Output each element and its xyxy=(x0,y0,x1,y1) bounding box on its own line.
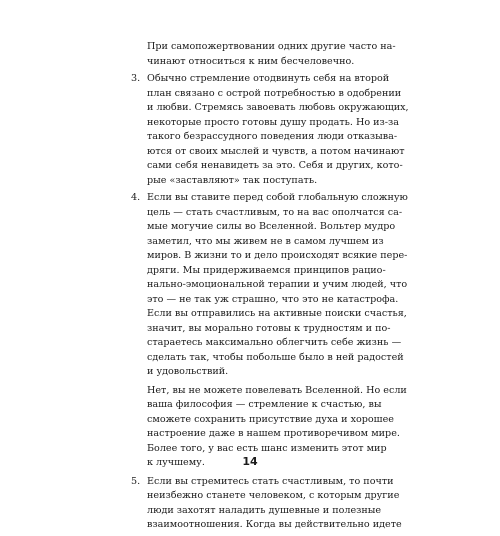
text-line: и удовольствий. xyxy=(147,366,229,377)
text-line: Если вы стремитесь стать счастливым, то почти xyxy=(147,475,394,487)
text-line: Более того, у вас есть шанс изменить этот мир xyxy=(147,442,387,454)
text-line: настроение даже в нашем противоречивом мире. xyxy=(147,428,400,439)
text-line: миров. В жизни то и дело происходят всякие пере- xyxy=(147,250,408,261)
text-line: люди захотят наладить душевные и полезные xyxy=(147,504,382,516)
text-line: и любви. Стремясь завоевать любовь окружающих, xyxy=(147,102,409,113)
text-line: дряги. Мы придерживаемся принципов рацио- xyxy=(147,264,386,276)
text-line: Обычно стремление отодвинуть себя на второй xyxy=(147,73,390,84)
text-line: Нет, вы не можете повелевать Вселенной. Но если xyxy=(147,384,407,396)
text-line: заметил, что мы живем не в самом лучшем из xyxy=(147,235,384,247)
list-item-paragraph xyxy=(147,72,409,188)
text-line: мые могучие силы во Вселенной. Вольтер мудро xyxy=(147,221,396,232)
list-number: 5. xyxy=(131,475,141,487)
text-line: Если вы ставите перед собой глобальную сложную xyxy=(147,192,408,203)
text-line: Если вы отправились на активные поиски счастья, xyxy=(147,308,407,319)
text-line: некоторые просто готовы душу продать. Но из-за xyxy=(147,116,399,128)
list-item-4 xyxy=(131,191,408,471)
text-line: ваша философия — стремление к счастью, вы xyxy=(147,399,382,410)
list-item-paragraph xyxy=(147,191,408,380)
page-number: 14 xyxy=(242,455,258,468)
text-line: сами себя ненавидеть за это. Себя и других, кото- xyxy=(147,160,403,171)
list-number: 4. xyxy=(131,192,141,203)
text-line: рые «заставляют» так поступать. xyxy=(147,174,318,186)
text-line: нально-эмоциональной терапии и учим людей, что xyxy=(147,279,408,290)
text-line: это — не так уж страшно, что это не катастрофа. xyxy=(147,293,399,305)
text-line: ются от своих мыслей и чувств, а потом начинают xyxy=(147,145,405,157)
text-line: стараетесь максимально облегчить себе жизнь — xyxy=(147,337,402,348)
text-line: При самопожертвовании одних другие часто на- xyxy=(147,41,396,52)
text-line: сможете сохранить присутствие духа и хорошее xyxy=(147,413,394,425)
text-line: взаимоотношения. Когда вы действительно идете xyxy=(147,519,402,530)
list-item-paragraph xyxy=(147,475,402,533)
text-line: такого безрассудного поведения люди отказыва- xyxy=(147,131,398,142)
text-line: сделать так, чтобы побольше было в ней радостей xyxy=(147,351,404,363)
text-line: значит, вы морально готовы к трудностям и по- xyxy=(147,322,391,334)
text-line: к лучшему. xyxy=(147,457,205,468)
continuation-paragraph xyxy=(147,40,396,69)
text-line: план связано с острой потребностью в одобрении xyxy=(147,87,402,99)
text-line: неизбежно станете человеком, с которым другие xyxy=(147,490,400,501)
list-number: 3. xyxy=(131,73,141,84)
list-item-5 xyxy=(131,475,402,533)
text-line: цель — стать счастливым, то на вас ополчатся са- xyxy=(147,206,403,218)
list-item-3 xyxy=(131,72,409,188)
text-line: чинают относиться к ним бесчеловечно. xyxy=(147,55,355,67)
